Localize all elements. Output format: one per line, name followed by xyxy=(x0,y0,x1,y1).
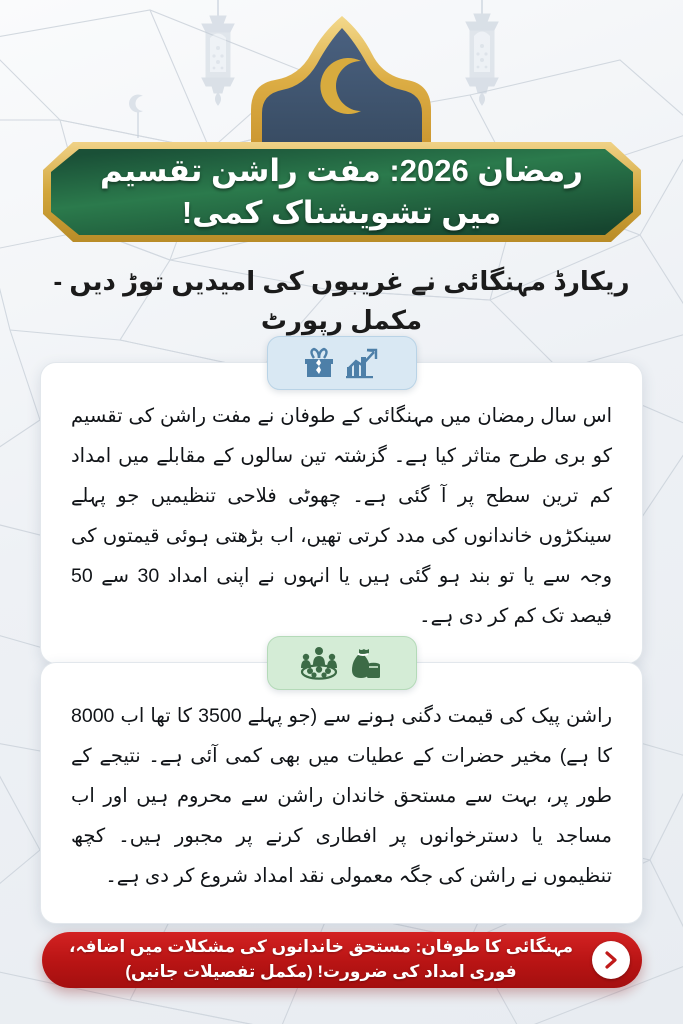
cta-text: مہنگائی کا طوفان: مستحق خاندانوں کی مشکلات میں اضافہ، فوری امداد کی ضرورت! (مکمل تفصیلات جانیں) xyxy=(69,937,573,981)
rising-bar-chart-icon xyxy=(345,347,381,379)
section-card-inflation-impact xyxy=(40,362,643,664)
cta-banner[interactable] xyxy=(42,932,642,988)
section-card-ration-price xyxy=(40,662,643,924)
chevron-right-icon[interactable] xyxy=(592,941,630,979)
section-body-text: اس سال رمضان میں مہنگائی کے طوفان نے مفت راشن کی تقسیم کو بری طرح متاثر کیا ہے۔ گزشتہ تین سالوں کے مقابلے میں امداد کم ترین سطح پر آ گئی ہے۔ چھوٹی فلاحی تنظیمیں جو پہلے سینکڑوں خاندانوں کی مدد کرتی تھیں، اب بڑھتی ہوئی قیمتوں کی وجہ سے یا تو بند ہو گئی ہیں یا انہوں نے اپنی امداد 30 سے 50 فیصد تک کم کر دی ہے۔ xyxy=(71,405,612,627)
title-banner xyxy=(37,136,647,248)
page-title: رمضان 2026: مفت راشن تقسیم میں تشویشناک کمی! xyxy=(99,153,584,230)
ration-sack-icon xyxy=(347,646,383,680)
section-body-text: راشن پیک کی قیمت دگنی ہونے سے (جو پہلے 3500 کا تھا اب 8000 کا ہے) مخیر حضرات کے عطیات میں بھی کمی آئی ہے۔ نتیجے کے طور پر، بہت سے مستحق خاندان راشن سے محروم ہیں اور اب مساجد یا دسترخوانوں پر افطاری کرنے پر مجبور ہیں۔ کچھ تنظیموں نے راشن کی جگہ معمولی نقد امداد شروع کر دی ہے۔ xyxy=(71,705,612,887)
broken-gift-box-icon xyxy=(302,347,336,379)
section-badge-ration xyxy=(267,636,417,690)
section-badge-inflation xyxy=(267,336,417,390)
page-subtitle: ریکارڈ مہنگائی نے غریبوں کی امیدیں توڑ دیں - مکمل رپورٹ xyxy=(53,266,630,335)
iftar-table-people-icon xyxy=(300,646,338,680)
